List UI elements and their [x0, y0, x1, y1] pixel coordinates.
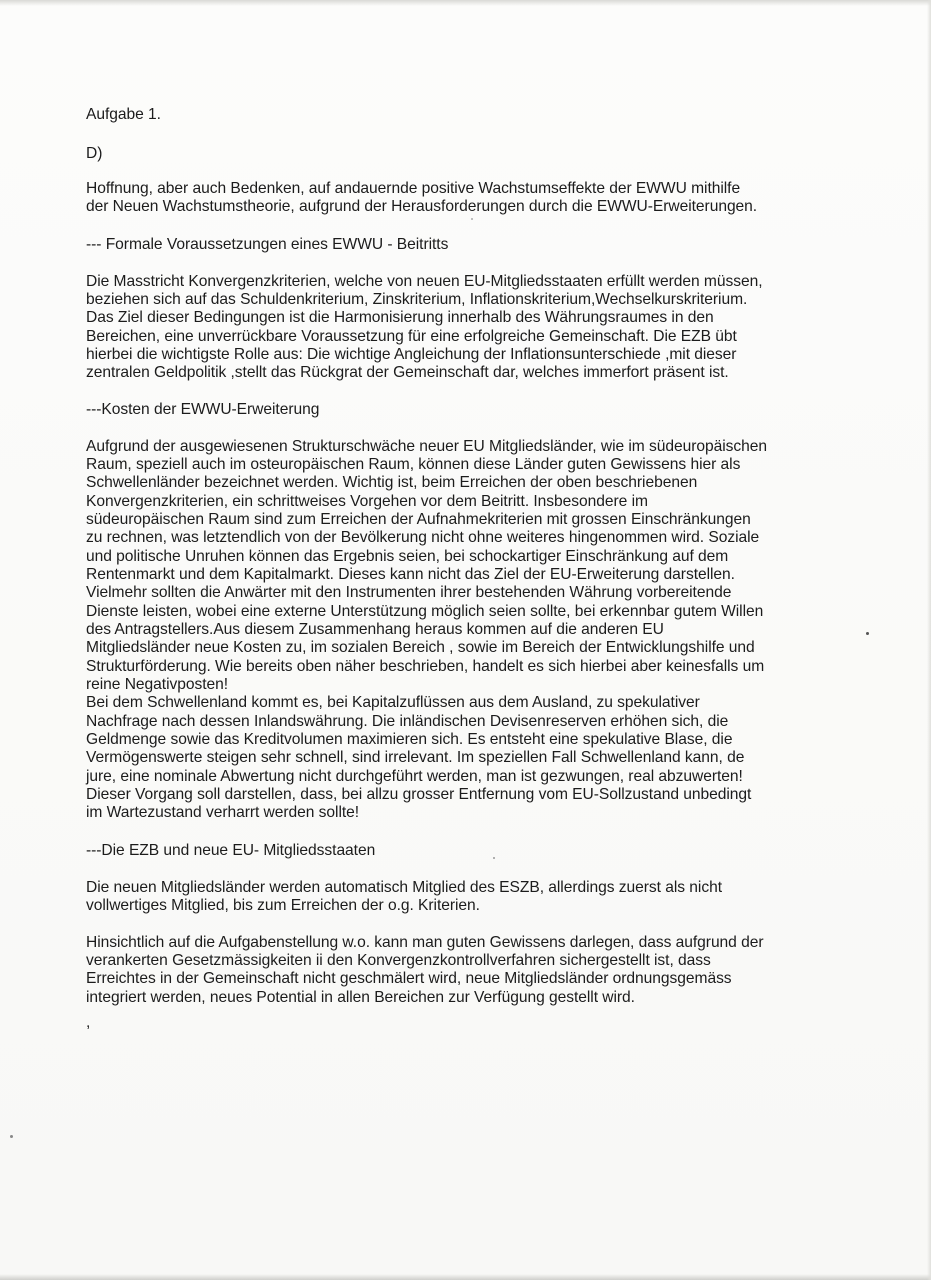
scan-edge-right: [927, 0, 931, 1280]
subheading: D): [86, 145, 103, 162]
conclusion-line: Erreichtes in der Gemeinschaft nicht geschmälert wird, neue Mitgliedsländer ordnungsgemäss: [86, 970, 732, 987]
scan-edge-bottom: [0, 1274, 931, 1280]
section2-line: Geldmenge sowie das Kreditvolumen maximieren sich. Es entsteht eine spekulative Blase, die: [86, 731, 733, 748]
section2-line: zu rechnen, was letztendlich von der Bevölkerung nicht ohne weiteres hingenommen wird. Soziale: [86, 529, 760, 546]
section2-line: reine Negativposten!: [86, 676, 229, 693]
stray-mark: ,: [86, 1014, 91, 1031]
section2-line: südeuropäischen Raum sind zum Erreichen der Aufnahmekriterien mit grossen Einschränkungen: [86, 511, 751, 528]
section1-line: Die Masstricht Konvergenzkriterien, welche von neuen EU-Mitgliedsstaaten erfüllt werden müssen,: [86, 273, 763, 290]
section3-line: vollwertiges Mitglied, bis zum Erreichen der o.g. Kriterien.: [86, 897, 480, 914]
section2-line: Strukturförderung. Wie bereits oben näher beschrieben, handelt es sich hierbei aber keinesfalls um: [86, 658, 765, 675]
section3-line: Die neuen Mitgliedsländer werden automatisch Mitglied des ESZB, allerdings zuerst als nicht: [86, 879, 722, 896]
heading: Aufgabe 1.: [86, 106, 161, 123]
scan-speck: [866, 632, 869, 635]
section1-line: beziehen sich auf das Schuldenkriterium, Zinskriterium, Inflationskriterium,Wechselkurskriterium.: [86, 291, 748, 308]
section2-line: Rentenmarkt und dem Kapitalmarkt. Dieses kann nicht das Ziel der EU-Erweiterung darstellen.: [86, 566, 735, 583]
section2-heading: ---Kosten der EWWU-Erweiterung: [86, 401, 320, 418]
section2-line: Konvergenzkriterien, ein schrittweises Vorgehen vor dem Beitritt. Insbesondere im: [86, 493, 648, 510]
conclusion-line: Hinsichtlich auf die Aufgabenstellung w.o. kann man guten Gewissens darlegen, dass aufgrund der: [86, 934, 764, 951]
scan-speck: [493, 857, 495, 859]
scan-speck: [10, 1135, 13, 1138]
section2-line: Raum, speziell auch im osteuropäischen Raum, können diese Länder guten Gewissens hier als: [86, 456, 741, 473]
section2-line: Mitgliedsländer neue Kosten zu, im sozialen Bereich , sowie im Bereich der Entwicklungshilfe und: [86, 639, 755, 656]
section2-line: Dienste leisten, wobei eine externe Unterstützung möglich seien sollte, bei erkennbar gutem Willen: [86, 603, 764, 620]
intro-line: Hoffnung, aber auch Bedenken, auf andauernde positive Wachstumseffekte der EWWU mithilfe: [86, 180, 741, 197]
section2-line: und politische Unruhen können das Ergebnis seien, bei schockartiger Einschränkung auf dem: [86, 548, 729, 565]
section2-line: Vielmehr sollten die Anwärter mit den Instrumenten ihrer bestehenden Währung vorbereitende: [86, 584, 732, 601]
intro-line: der Neuen Wachstumstheorie, aufgrund der Herausforderungen durch die EWWU-Erweiterungen.: [86, 198, 758, 215]
scan-speck: [471, 218, 473, 220]
section2-line: Vermögenswerte steigen sehr schnell, sind irrelevant. Im speziellen Fall Schwellenland kann, de: [86, 749, 745, 766]
conclusion-line: integriert werden, neues Potential in allen Bereichen zur Verfügung gestellt wird.: [86, 989, 635, 1006]
section2-line: Nachfrage nach dessen Inlandswährung. Die inländischen Devisenreserven erhöhen sich, die: [86, 713, 729, 730]
section1-heading: --- Formale Voraussetzungen eines EWWU - Beitritts: [86, 236, 449, 253]
section1-line: Das Ziel dieser Bedingungen ist die Harmonisierung innerhalb des Währungsraumes in den: [86, 309, 714, 326]
section1-line: zentralen Geldpolitik ,stellt das Rückgrat der Gemeinschaft dar, welches immerfort präsent ist.: [86, 364, 729, 381]
section2-line: jure, eine nominale Abwertung nicht durchgeführt werden, man ist gezwungen, real abzuwerten!: [86, 768, 743, 785]
conclusion-line: verankerten Gesetzmässigkeiten ii den Konvergenzkontrollverfahren sichergestellt ist, dass: [86, 952, 711, 969]
section1-line: Bereichen, eine unverrückbare Voraussetzung für eine erfolgreiche Gemeinschaft. Die EZB übt: [86, 328, 737, 345]
section2-line: Aufgrund der ausgewiesenen Strukturschwäche neuer EU Mitgliedsländer, wie im südeuropäischen: [86, 438, 768, 455]
scan-edge-top: [0, 0, 931, 6]
section2-line: im Wartezustand verharrt werden sollte!: [86, 804, 360, 821]
section2-line: Schwellenländer bezeichnet werden. Wichtig ist, beim Erreichen der oben beschriebenen: [86, 474, 698, 491]
section1-line: hierbei die wichtigste Rolle aus: Die wichtige Angleichung der Inflationsunterschiede ,mit dieser: [86, 346, 737, 363]
section2-line: Dieser Vorgang soll darstellen, dass, bei allzu grosser Entfernung vom EU-Sollzustand unbedingt: [86, 786, 752, 803]
section2-line: des Antragstellers.Aus diesem Zusammenhang heraus kommen auf die anderen EU: [86, 621, 664, 638]
section3-heading: ---Die EZB und neue EU- Mitgliedsstaaten: [86, 842, 376, 859]
section2-line: Bei dem Schwellenland kommt es, bei Kapitalzuflüssen aus dem Ausland, zu spekulativer: [86, 694, 700, 711]
